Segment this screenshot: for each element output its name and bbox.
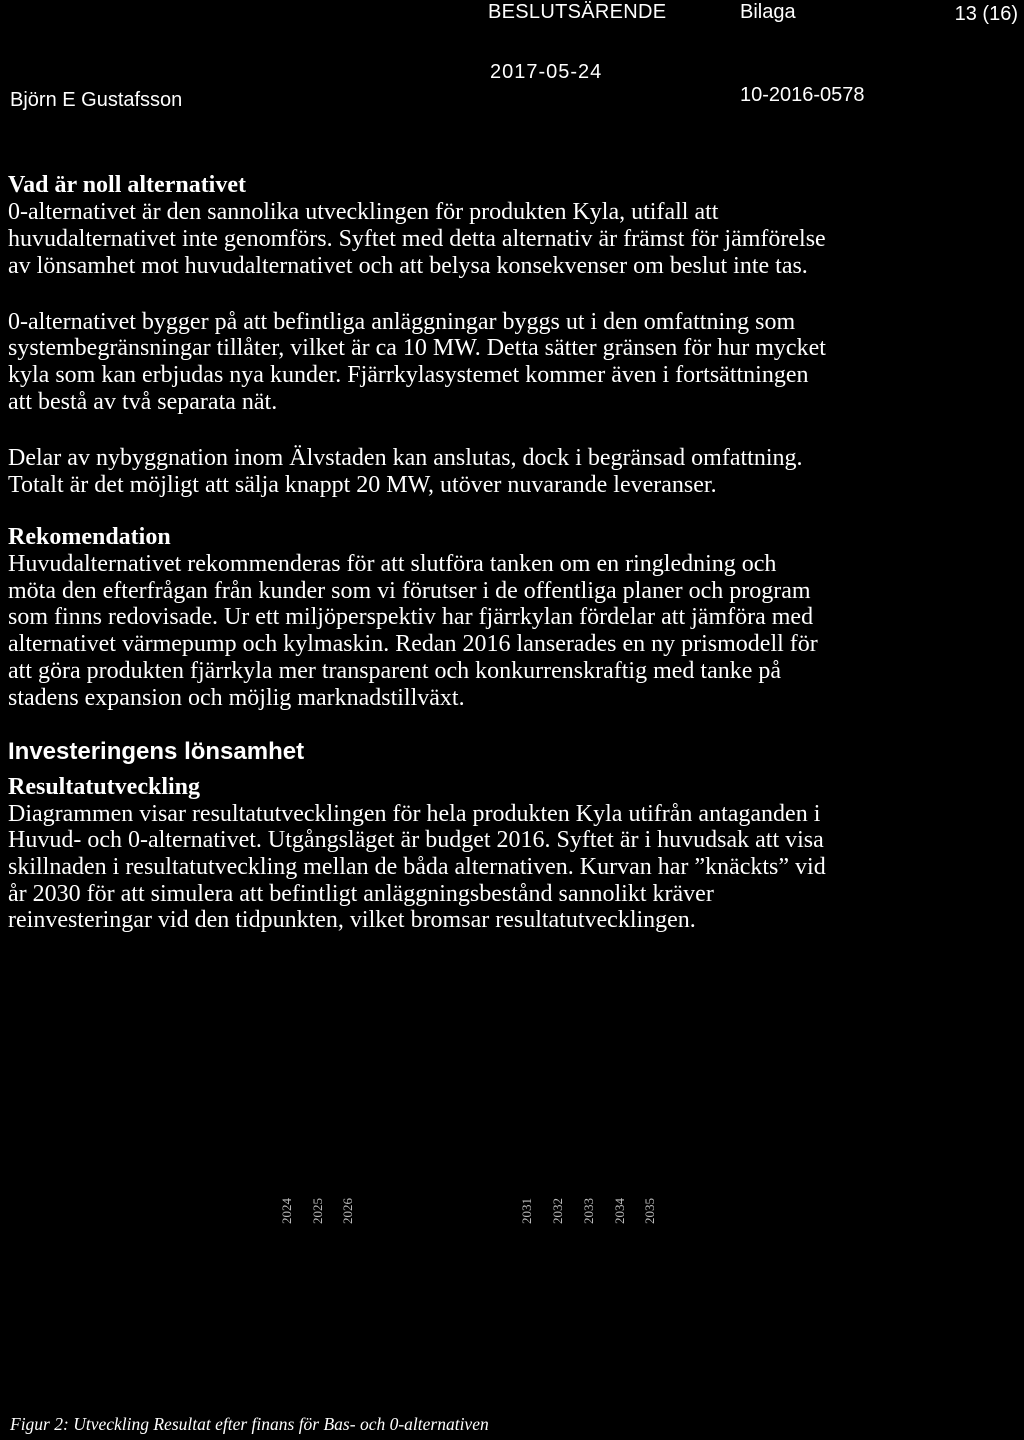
text-line: 0-alternativet är den sannolika utvecklingen för produkten Kyla, utifall att xyxy=(8,198,719,225)
x-tick-label: 2026 xyxy=(340,1198,355,1224)
text-line: att göra produkten fjärrkyla mer transparent och konkurrenskraftig med tanke på xyxy=(8,657,782,684)
text-line: 0-alternativet bygger på att befintliga anläggningar byggs ut i den omfattning som xyxy=(8,308,796,335)
figure-caption: Figur 2: Utveckling Resultat efter finans för Bas- och 0-alternativen xyxy=(10,1414,489,1434)
x-tick-label: 2025 xyxy=(310,1198,325,1224)
subsection-heading: Resultatutveckling xyxy=(8,774,200,800)
x-tick-label: 2032 xyxy=(550,1198,565,1224)
page-number: 13 (16) xyxy=(954,3,1018,25)
section-noll-alternativ xyxy=(8,172,1008,499)
section-heading: Rekomendation xyxy=(8,524,171,550)
author-name: Björn E Gustafsson xyxy=(10,89,183,111)
document-type: BESLUTSÄRENDE xyxy=(488,1,667,23)
text-line: reinvesteringar vid den tidpunkten, vilket bromsar resultatutvecklingen. xyxy=(8,907,696,934)
case-number: 10-2016-0578 xyxy=(740,84,865,106)
x-tick-label: 2031 xyxy=(519,1198,534,1224)
figure-chart-area xyxy=(0,950,1024,1400)
chapter-title: Investeringens lönsamhet xyxy=(8,738,305,765)
x-tick-label: 2033 xyxy=(581,1198,596,1224)
text-line: Diagrammen visar resultatutvecklingen för hela produkten Kyla utifrån antaganden i xyxy=(8,800,821,827)
attachment-label: Bilaga xyxy=(740,1,796,23)
paragraph xyxy=(8,551,1008,712)
paragraph xyxy=(8,199,1008,280)
text-line: skillnaden i resultatutveckling mellan de båda alternativen. Kurvan har ”knäckts” vid xyxy=(8,854,826,881)
text-line: stadens expansion och möjlig marknadstillväxt. xyxy=(8,684,465,711)
x-tick-label: 2034 xyxy=(612,1198,627,1224)
text-line: att bestå av två separata nät. xyxy=(8,389,278,416)
text-line: huvudalternativet inte genomförs. Syftet med detta alternativ är främst för jämförelse xyxy=(8,225,826,252)
paragraph xyxy=(8,309,1008,417)
paragraph xyxy=(8,445,1008,499)
document-date: 2017-05-24 xyxy=(490,61,603,83)
paragraph xyxy=(8,801,1008,934)
text-line: som finns redovisade. Ur ett miljöperspektiv har fjärrkylan fördelar att jämföra med xyxy=(8,604,814,631)
text-line: möta den efterfrågan från kunder som vi förutser i de offentliga planer och program xyxy=(8,577,811,604)
x-tick-label: 2035 xyxy=(642,1198,657,1224)
section-resultatutveckling xyxy=(8,774,1008,934)
text-line: Huvudalternativet rekommenderas för att slutföra tanken om en ringledning och xyxy=(8,550,777,577)
text-line: Totalt är det möjligt att sälja knappt 20 MW, utöver nuvarande leveranser. xyxy=(8,472,717,499)
text-line: år 2030 för att simulera att befintligt anläggningsbestånd sannolikt kräver xyxy=(8,880,714,907)
text-line: alternativet värmepump och kylmaskin. Redan 2016 lanserades en ny prismodell för xyxy=(8,631,818,658)
text-line: kyla som kan erbjudas nya kunder. Fjärrkylasystemet kommer även i fortsättningen xyxy=(8,362,809,389)
x-tick-label: 2024 xyxy=(279,1198,294,1224)
text-line: Delar av nybyggnation inom Älvstaden kan anslutas, dock i begränsad omfattning. xyxy=(8,445,803,472)
text-line: av lönsamhet mot huvudalternativet och att belysa konsekvenser om beslut inte tas. xyxy=(8,252,808,279)
section-heading: Vad är noll alternativet xyxy=(8,172,246,198)
section-rekommendation xyxy=(8,524,1008,712)
text-line: Huvud- och 0-alternativet. Utgångsläget är budget 2016. Syftet är i huvudsak att visa xyxy=(8,827,824,854)
text-line: systembegränsningar tillåter, vilket är ca 10 MW. Detta sätter gränsen för hur mycket xyxy=(8,335,826,362)
